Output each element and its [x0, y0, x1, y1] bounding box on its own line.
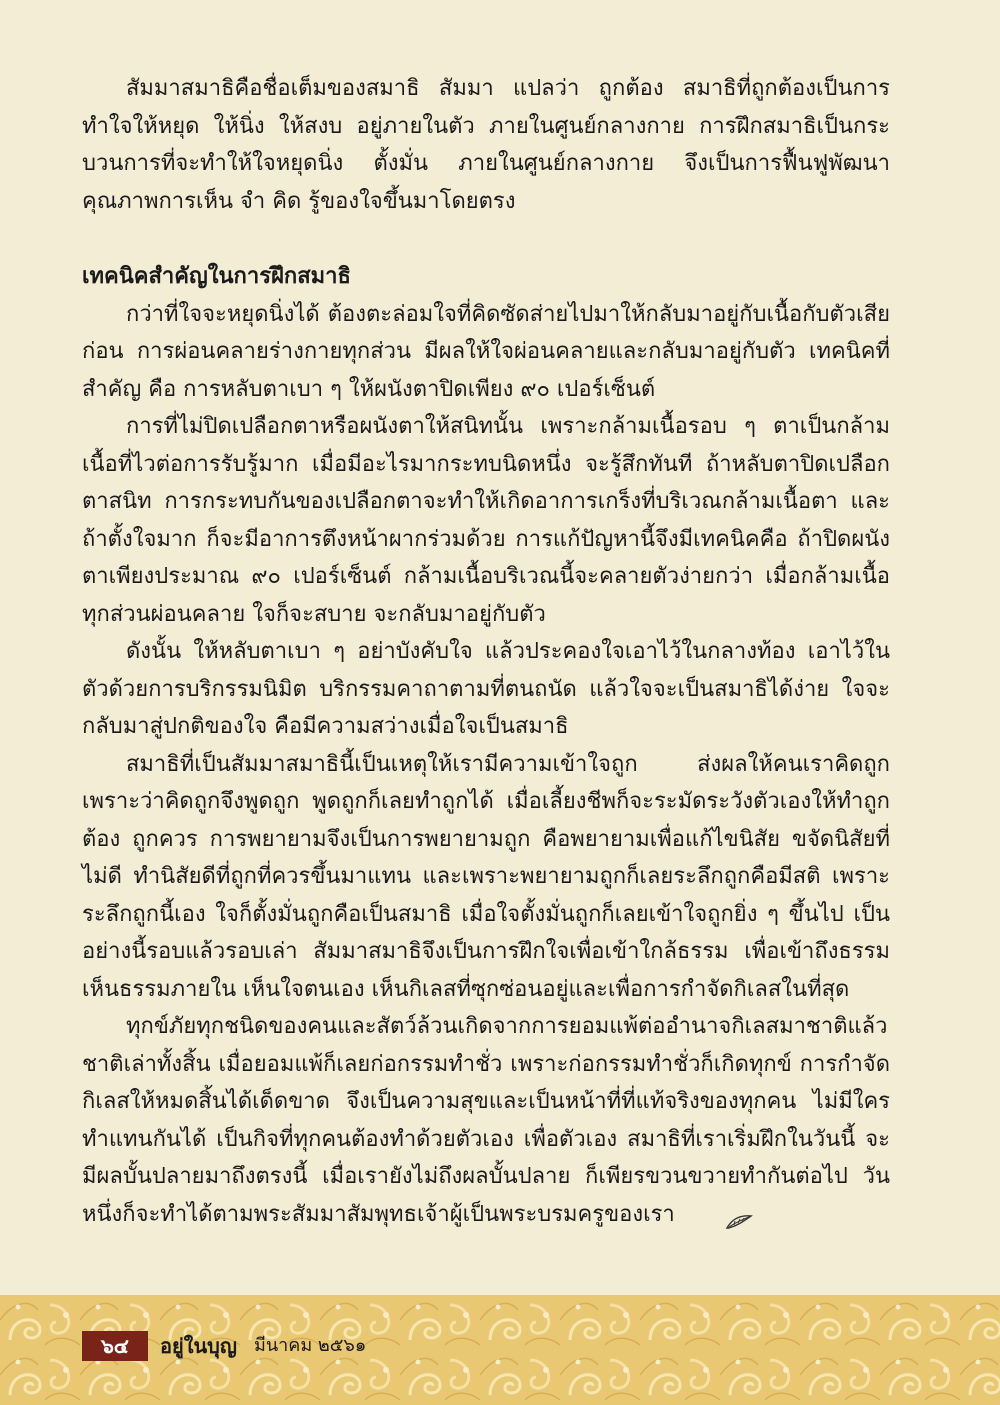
- paragraph: การที่ไม่ปิดเปลือกตาหรือผนังตาให้สนิทนั้น เพราะกล้ามเนื้อรอบ ๆ ตาเป็นกล้ามเนื้อที่ไวต่อการรับรู้มาก เมื่อมีอะไรมากระทบนิดหนึ่ง จะรู้สึกทันที ถ้าหลับตาปิดเปลือกตาสนิท การกระทบกันของเปลือกตาจะทำให้เกิดอาการเกร็งที่บริเวณกล้ามเนื้อตา และถ้าตั้งใจมาก ก็จะมีอาการตึงหน้าผากร่วมด้วย การแก้ปัญหานี้จึงมีเทคนิคคือ ถ้าปิดผนังตาเพียงประมาณ ๙๐ เปอร์เซ็นต์ กล้ามเนื้อบริเวณนี้จะคลายตัวง่ายกว่า เมื่อกล้ามเนื้อทุกส่วนผ่อนคลาย ใจก็จะสบาย จะกลับมาอยู่กับตัว: [82, 414, 890, 627]
- paragraph-text: ทุกข์ภัยทุกชนิดของคนและสัตว์ล้วนเกิดจากการยอมแพ้ต่ออำนาจกิเลสมาชาติแล้วชาติเล่าทั้งสิ้น เมื่อยอมแพ้ก็เลยก่อกรรมทำชั่ว เพราะก่อกรรมทำชั่วก็เกิดทุกข์ การกำจัดกิเลสให้หมดสิ้นได้เด็ดขาด จึงเป็นความสุขและเป็นหน้าที่ที่แท้จริงของทุกคน ไม่มีใครทำแทนกันได้ เป็นกิจที่ทุกคนต้องทำด้วยตัวเอง เพื่อตัวเอง สมาธิที่เราเริ่มฝึกในวันนี้ จะมีผลบั้นปลายมาถึงตรงนี้ เมื่อเรายังไม่ถึงผลบั้นปลาย ก็เพียรขวนขวายทำกันต่อไป วันหนึ่งก็จะทำได้ตามพระสัมมาสัมพุทธเจ้าผู้เป็นพระบรมครูของเรา: [82, 1014, 890, 1227]
- section-heading: เทคนิคสำคัญในการฝึกสมาธิ: [82, 264, 351, 289]
- paragraph: สมาธิที่เป็นสัมมาสมาธินี้เป็นเหตุให้เรามีความเข้าใจถูก ส่งผลให้คนเราคิดถูก เพราะว่าคิดถูกจึงพูดถูก พูดถูกก็เลยทำถูกได้ เมื่อเลี้ยงชีพก็จะระมัดระวังตัวเองให้ทำถูกต้อง ถูกควร การพยายามจึงเป็นการพยายามถูก คือพยายามเพื่อแก้ไขนิสัย ขจัดนิสัยที่ไม่ดี ทำนิสัยดีที่ถูกที่ควรขึ้นมาแทน และเพราะพยายามถูกก็เลยระลึกถูกคือมีสติ เพราะระลึกถูกนี้เอง ใจก็ตั้งมั่นถูกคือเป็นสมาธิ เมื่อใจตั้งมั่นถูกก็เลยเข้าใจถูกยิ่ง ๆ ขึ้นไป เป็นอย่างนี้รอบแล้วรอบเล่า สัมมาสมาธิจึงเป็นการฝึกใจเพื่อเข้าใกล้ธรรม เพื่อเข้าถึงธรรม เห็นธรรมภายใน เห็นใจตนเอง เห็นกิเลสที่ซุกซ่อนอยู่และเพื่อการกำจัดกิเลสในที่สุด: [82, 751, 890, 1002]
- paragraph-last: [82, 1008, 890, 1233]
- issue-date: มีนาคม ๒๕๖๑: [254, 1335, 367, 1356]
- intro-paragraph: สัมมาสมาธิคือชื่อเต็มของสมาธิ สัมมา แปลว่า ถูกต้อง สมาธิที่ถูกต้องเป็นการทำใจให้หยุด ให้นิ่ง ให้สงบ อยู่ภายในตัว ภายในศูนย์กลางกาย การฝึกสมาธิเป็นกระบวนการที่จะทำให้ใจหยุดนิ่ง ตั้งมั่น ภายในศูนย์กลางกาย จึงเป็นการฟื้นฟูพัฒนาคุณภาพการเห็น จำ คิด รู้ของใจขึ้นมาโดยตรง: [82, 76, 890, 214]
- magazine-name: อยู่ในบุญ: [160, 1334, 237, 1358]
- page-number: ๖๔: [82, 1331, 148, 1361]
- leaf-end-mark-icon: [681, 1206, 709, 1224]
- paragraph: กว่าที่ใจจะหยุดนิ่งได้ ต้องตะล่อมใจที่คิดซัดส่ายไปมาให้กลับมาอยู่กับเนื้อกับตัวเสียก่อน การผ่อนคลายร่างกายทุกส่วน มีผลให้ใจผ่อนคลายและกลับมาอยู่กับตัว เทคนิคที่สำคัญ คือ การหลับตาเบา ๆ ให้ผนังตาปิดเพียง ๙๐ เปอร์เซ็นต์: [82, 301, 890, 402]
- article-body: [82, 70, 890, 1233]
- paragraph: ดังนั้น ให้หลับตาเบา ๆ อย่าบังคับใจ แล้วประคองใจเอาไว้ในกลางท้อง เอาไว้ในตัวด้วยการบริกรรมนิมิต บริกรรมคาถาตามที่ตนถนัด แล้วใจจะเป็นสมาธิได้ง่าย ใจจะกลับมาสู่ปกติของใจ คือมีความสว่างเมื่อใจเป็นสมาธิ: [82, 639, 890, 739]
- footer: [0, 1295, 1000, 1405]
- ornamental-pattern-icon: [0, 1295, 1000, 1405]
